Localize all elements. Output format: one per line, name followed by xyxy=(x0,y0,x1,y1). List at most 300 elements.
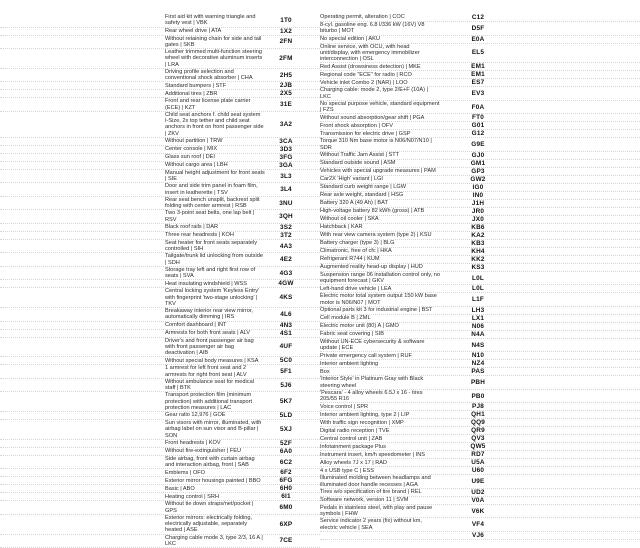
code-row xyxy=(320,152,640,160)
option-code: N10 xyxy=(458,352,498,359)
option-description: Charging cable mode 3, type 2/3, 16 A | LKC xyxy=(0,535,265,548)
option-code: GP3 xyxy=(458,168,498,175)
option-code: U5A xyxy=(458,459,498,466)
code-row xyxy=(0,456,320,470)
option-code: KK2 xyxy=(458,256,498,263)
option-code: RD7 xyxy=(458,451,498,458)
code-row xyxy=(320,256,640,264)
option-description: Without special body measures | KSA xyxy=(0,358,265,364)
code-row xyxy=(0,515,320,535)
code-row xyxy=(320,114,640,122)
option-code: FT0 xyxy=(458,114,498,121)
option-code: G12 xyxy=(458,130,498,137)
option-code: KB6 xyxy=(458,224,498,231)
code-row xyxy=(320,87,640,101)
option-code: 3D3 xyxy=(267,146,305,153)
option-code: QH1 xyxy=(458,411,498,418)
code-row xyxy=(320,352,640,360)
code-row xyxy=(320,331,640,339)
code-row xyxy=(320,323,640,331)
code-row xyxy=(320,224,640,232)
code-row xyxy=(320,184,640,192)
code-row xyxy=(320,192,640,200)
code-row xyxy=(320,459,640,467)
code-row xyxy=(0,146,320,154)
option-code: 5LD xyxy=(267,412,305,419)
option-code: KB3 xyxy=(458,240,498,247)
option-code: LX1 xyxy=(458,315,498,322)
code-row xyxy=(0,469,320,477)
option-description: 'Pescara' - 4 alloy wheels 6.5J x 16 - tires 205/55 R16 xyxy=(320,390,440,403)
code-row xyxy=(320,160,640,168)
option-description: Emblems | OFO xyxy=(0,470,265,476)
option-code: GJ0 xyxy=(458,152,498,159)
code-row xyxy=(320,427,640,435)
option-description: Gear ratio 12,976 | GOE xyxy=(0,412,265,418)
option-code: 2X5 xyxy=(267,90,305,97)
option-description: Tires w/o specification of tire brand | REL xyxy=(320,489,440,495)
option-description: Storage tray left and right first row of seats | SVA xyxy=(0,267,265,280)
code-row xyxy=(0,28,320,36)
code-row xyxy=(0,267,320,281)
option-description: Additional tires | ZBR xyxy=(0,91,265,97)
code-row xyxy=(0,485,320,493)
option-code: 3FG xyxy=(267,154,305,161)
option-code: QV3 xyxy=(458,435,498,442)
option-code: EM1 xyxy=(458,71,498,78)
option-description: Suspension range 06 installation control only, no equipment forecast | GKV xyxy=(320,272,440,285)
option-code: 3A2 xyxy=(267,121,305,128)
code-row xyxy=(0,162,320,170)
code-row xyxy=(0,420,320,440)
code-row xyxy=(320,208,640,216)
code-row xyxy=(320,101,640,115)
code-row xyxy=(0,440,320,448)
option-code: EV3 xyxy=(458,90,498,97)
option-description: Battery 320 A (49 Ah) | BAT xyxy=(320,200,440,206)
option-description: First aid kit with warning triangle and safety vest | VBK xyxy=(0,14,265,27)
option-description: Infotainment package Plus xyxy=(320,444,440,450)
code-row xyxy=(0,224,320,232)
code-row xyxy=(320,339,640,353)
option-description: Side airbag, front with curtain airbag and interaction airbag, front | SAB xyxy=(0,456,265,469)
option-description: Optional parts kit 3 for industrial engine | BST xyxy=(320,307,440,313)
option-code: 1T0 xyxy=(267,17,305,24)
code-row xyxy=(0,98,320,112)
code-row xyxy=(320,518,640,532)
option-code: 6M0 xyxy=(267,504,305,511)
option-description: Private emergency call system | RUF xyxy=(320,353,440,359)
code-row xyxy=(320,264,640,272)
code-row xyxy=(0,138,320,146)
code-row xyxy=(320,435,640,443)
option-description: Heat insulating windshield | WSS xyxy=(0,281,265,287)
code-row xyxy=(320,71,640,79)
option-description: 1 armrest for left front seat and 2 armrests for right front seat | ALV xyxy=(0,365,265,378)
code-row xyxy=(320,272,640,286)
option-description: Seat heater for front seats separately controlled | SIH xyxy=(0,240,265,253)
option-code: 4GW xyxy=(267,280,305,287)
code-row xyxy=(320,315,640,323)
code-row xyxy=(0,253,320,267)
option-description: Exterior mirror housings painted | BBO xyxy=(0,478,265,484)
option-code: PBH xyxy=(458,379,498,386)
option-code: 3L4 xyxy=(267,186,305,193)
code-row xyxy=(0,69,320,83)
option-description: Tailgate/trunk lid unlocking from outside | SDH xyxy=(0,253,265,266)
code-row xyxy=(320,122,640,130)
option-code: L1F xyxy=(458,296,498,303)
option-description: Rear axle weight, standard | HSG xyxy=(320,192,440,198)
option-code: 1X2 xyxy=(267,28,305,35)
code-row xyxy=(320,63,640,71)
option-description: Illuminated molding between headlamps and illuminated door handle recesses | AGA xyxy=(320,475,440,488)
option-description: Three rear headrests | KOH xyxy=(0,232,265,238)
code-row xyxy=(0,14,320,28)
option-description: Standard outside sound | ASM xyxy=(320,160,440,166)
code-row xyxy=(0,501,320,515)
option-description: Electric motor total system output 150 kW base motor is N06/N07 | MOT xyxy=(320,293,440,306)
option-code: V6K xyxy=(458,508,498,515)
option-description: 'Interior Style' in Platinum Gray with Black steering wheel xyxy=(320,376,440,389)
option-code: QQ9 xyxy=(458,419,498,426)
option-description: Two 3-point seat belts, one lap belt | RSV xyxy=(0,210,265,223)
code-row xyxy=(320,403,640,411)
code-row xyxy=(320,467,640,475)
option-code: F0A xyxy=(458,104,498,111)
option-description: Driver's and front passenger air bag with front passenger air bag deactivation | AIB xyxy=(0,338,265,357)
option-description: Augmented reality head-up display | HUD xyxy=(320,264,440,270)
code-row xyxy=(320,44,640,64)
option-code: 2H5 xyxy=(267,72,305,79)
option-code: 4N3 xyxy=(267,322,305,329)
code-row xyxy=(320,360,640,368)
option-description: Without fire-extinguisher | FEU xyxy=(0,448,265,454)
option-code: 2JB xyxy=(267,82,305,89)
option-code: QR9 xyxy=(458,427,498,434)
option-code: 6F2 xyxy=(267,469,305,476)
option-description: Comfort dashboard | INT xyxy=(0,322,265,328)
option-code: G01 xyxy=(458,122,498,129)
code-row xyxy=(0,232,320,240)
option-description: Without Traffic Jam Assist | STT xyxy=(320,152,440,158)
option-code: PJ8 xyxy=(458,403,498,410)
option-description: With rear view camera system (type 2) | KSU xyxy=(320,232,440,238)
code-row xyxy=(320,307,640,315)
option-code: PAS xyxy=(458,368,498,375)
option-description: Service indicator 2 years (fix) without km, electric vehicle | SEA xyxy=(320,518,440,531)
code-row xyxy=(320,36,640,44)
option-code: LH3 xyxy=(458,307,498,314)
code-row xyxy=(0,240,320,254)
option-code: QW5 xyxy=(458,443,498,450)
option-description: Digital radio reception | TVE xyxy=(320,428,440,434)
code-row xyxy=(0,112,320,138)
option-description: Fabric seat covering | SIB xyxy=(320,331,440,337)
option-description: Car2X 'High' variant | LGI xyxy=(320,176,440,182)
code-row xyxy=(320,532,640,540)
option-description: Box xyxy=(320,369,440,375)
code-row xyxy=(0,477,320,485)
option-description: Central locking system 'Keyless Entry' with fingerprint 'two-stage unlocking' | TKV xyxy=(0,288,265,307)
option-code: EM1 xyxy=(458,63,498,70)
option-code: 3NU xyxy=(267,200,305,207)
option-description: Pedals in stainless steel, with play and pause symbols | FHW xyxy=(320,505,440,518)
code-row xyxy=(0,280,320,288)
option-description: Rear seat bench unsplit, backrest split folding with center armrest | RSB xyxy=(0,197,265,210)
code-row xyxy=(0,493,320,501)
option-description: Left-hand drive vehicle | LEA xyxy=(320,286,440,292)
option-code: JR0 xyxy=(458,208,498,215)
code-row xyxy=(320,475,640,489)
option-code: 7CE xyxy=(267,537,305,544)
option-description: Online service, with OCU, with head unit/display, with emergency immobilizer interconnection | OSL xyxy=(320,44,440,63)
option-description: Basic | ABO xyxy=(0,486,265,492)
option-code: N06 xyxy=(458,323,498,330)
option-code: IG0 xyxy=(458,184,498,191)
code-row xyxy=(0,210,320,224)
code-row xyxy=(320,419,640,427)
option-description: Battery charger (type 3) | BLG xyxy=(320,240,440,246)
option-description: Instrument insert, km/h speedometer | INS xyxy=(320,452,440,458)
option-code: NZ4 xyxy=(458,360,498,367)
code-row xyxy=(0,322,320,330)
left-code-list xyxy=(0,14,320,548)
code-row xyxy=(0,82,320,90)
option-description: Software network, version 11 | SVM xyxy=(320,497,440,503)
option-description: 4 x USB type C | ESS xyxy=(320,468,440,474)
option-description: Black roof rails | DAR xyxy=(0,224,265,230)
option-description: Hatchback | KAR xyxy=(320,224,440,230)
option-description: Climatronic, free of cfc | HKA xyxy=(320,248,440,254)
code-row xyxy=(320,390,640,404)
option-description: Without partition | TRW xyxy=(0,138,265,144)
option-code: 6XP xyxy=(267,521,305,528)
option-code: 5XJ xyxy=(267,426,305,433)
option-description: Regional code "ECE" for radio | RCO xyxy=(320,72,440,78)
option-description: Without sound absorption/gear shift | PGA xyxy=(320,115,440,121)
option-code: L0L xyxy=(458,275,498,282)
option-code: JX0 xyxy=(458,216,498,223)
right-code-list xyxy=(320,14,640,540)
option-description: Armrests for both front seats | ALV xyxy=(0,330,265,336)
option-code: U60 xyxy=(458,467,498,474)
option-code: 4UF xyxy=(267,343,305,350)
option-description: Vehicles with special upgrade measures | PAM xyxy=(320,168,440,174)
code-row xyxy=(320,505,640,519)
option-description: No special purpose vehicle, standard equipment | FZS xyxy=(320,101,440,114)
option-description: Transport protection film (minimum protection) with additional transport protection measures | LAC xyxy=(0,392,265,411)
code-row xyxy=(320,411,640,419)
code-row xyxy=(0,197,320,211)
option-code: VF4 xyxy=(458,521,498,528)
code-row xyxy=(320,443,640,451)
option-code: U9E xyxy=(458,478,498,485)
code-row xyxy=(320,138,640,152)
option-description: Cell module B | ZML xyxy=(320,315,440,321)
option-description: Without retaining chain for side and tail gates | SKB xyxy=(0,36,265,49)
code-row xyxy=(320,130,640,138)
code-row xyxy=(0,330,320,338)
code-row xyxy=(0,183,320,197)
option-description: Without UN-ECE cybersecurity & software update | ECE xyxy=(320,339,440,352)
option-description: Rear wheel drive | ATA xyxy=(0,28,265,34)
option-code: C12 xyxy=(458,14,498,21)
code-row xyxy=(320,248,640,256)
code-row xyxy=(320,376,640,390)
option-code: 4L6 xyxy=(267,311,305,318)
option-description: Operating permit, alteration | COC xyxy=(320,14,440,20)
option-code: ES7 xyxy=(458,79,498,86)
code-row xyxy=(320,368,640,376)
option-code: KS3 xyxy=(458,264,498,271)
option-code: 4S1 xyxy=(267,330,305,337)
option-description: Torque 310 Nm base motor is N06/N07/N10 | SDR xyxy=(320,138,440,151)
option-description: Glass sun roof | DEI xyxy=(0,154,265,160)
option-description: Standard curb weight range | LGW xyxy=(320,184,440,190)
option-code: 3L3 xyxy=(267,173,305,180)
left-column xyxy=(0,14,320,480)
code-row xyxy=(0,154,320,162)
code-row xyxy=(320,168,640,176)
option-code: V0A xyxy=(458,497,498,504)
option-description: Front and rear license plate carrier (ECE) | KZT xyxy=(0,98,265,111)
option-code: N4S xyxy=(458,342,498,349)
code-row xyxy=(0,170,320,184)
option-code: IN0 xyxy=(458,192,498,199)
option-code: 6C2 xyxy=(267,459,305,466)
option-description: Sun visors with mirror, illuminated, with airbag label on sun visor and B-pillar | SON xyxy=(0,420,265,439)
option-description: Refrigerant R744 | KUM xyxy=(320,256,440,262)
option-description: Electric motor unit (80) A | GMO xyxy=(320,323,440,329)
option-description: Manual height adjustment for front seats | SIE xyxy=(0,170,265,183)
option-description: Door and side trim panel in foam film, insert in leatherette | TSV xyxy=(0,183,265,196)
code-row xyxy=(0,365,320,379)
option-description: Without cargo area | LBH xyxy=(0,162,265,168)
code-row xyxy=(0,412,320,420)
code-row xyxy=(0,357,320,365)
option-code: 4G3 xyxy=(267,270,305,277)
option-description: High-voltage battery 82 kWh (gross) | ATB xyxy=(320,208,440,214)
code-row xyxy=(320,22,640,36)
code-row xyxy=(320,176,640,184)
code-row xyxy=(320,14,640,22)
option-code: 3GA xyxy=(267,162,305,169)
option-code: 5ZF xyxy=(267,440,305,447)
option-code: E0A xyxy=(458,36,498,43)
option-description: Voice control | SPR xyxy=(320,404,440,410)
option-code: KA2 xyxy=(458,232,498,239)
option-code: L0L xyxy=(458,285,498,292)
option-description: Red Assist (drowsiness detection) | MKE xyxy=(320,64,440,70)
option-description: Heating control | SRH xyxy=(0,494,265,500)
option-code: 3CA xyxy=(267,138,305,145)
option-description: Exterior mirrors: electrically folding, electrically adjustable, separately heated | ASE xyxy=(0,515,265,534)
option-code: 6FG xyxy=(267,477,305,484)
code-row xyxy=(320,200,640,208)
code-row xyxy=(0,338,320,358)
option-code: 5J6 xyxy=(267,382,305,389)
code-row xyxy=(0,90,320,98)
option-code: 2FN xyxy=(267,38,305,45)
code-row xyxy=(320,216,640,224)
code-row xyxy=(0,535,320,548)
option-code: G9E xyxy=(458,141,498,148)
option-description: Without oil cooler | SKA xyxy=(320,216,440,222)
option-description: Center console | MIX xyxy=(0,146,265,152)
option-code: PB0 xyxy=(458,393,498,400)
code-row xyxy=(0,379,320,393)
option-description: Central control unit | ZAB xyxy=(320,436,440,442)
option-code: UD2 xyxy=(458,489,498,496)
option-description: Front headrests | KOV xyxy=(0,440,265,446)
code-row xyxy=(0,392,320,412)
option-code: D5F xyxy=(458,25,498,32)
option-description: Without tie down straps/net/pocket | GPS xyxy=(0,501,265,514)
option-code: 5C0 xyxy=(267,357,305,364)
option-code: GM1 xyxy=(458,160,498,167)
option-code: 2FM xyxy=(267,55,305,62)
code-row xyxy=(0,36,320,50)
option-code: 6I1 xyxy=(267,493,305,500)
option-description: Standard bumpers | STF xyxy=(0,83,265,89)
code-row xyxy=(320,451,640,459)
option-code: J1H xyxy=(458,200,498,207)
option-code: 5F1 xyxy=(267,368,305,375)
option-code: KH4 xyxy=(458,248,498,255)
option-code: 6A0 xyxy=(267,448,305,455)
option-code: N4A xyxy=(458,331,498,338)
code-row xyxy=(320,293,640,307)
option-description: Without ambulance seat for medical staff | BTK xyxy=(0,379,265,392)
option-code: 6H0 xyxy=(267,485,305,492)
option-description: Driving profile selection and conventional shock absorber | CHA xyxy=(0,69,265,82)
code-row xyxy=(320,285,640,293)
right-column xyxy=(320,14,640,480)
option-description: With traffic sign recognition | XMP xyxy=(320,420,440,426)
option-description: Interior ambient lighting, type 2 | LIP xyxy=(320,412,440,418)
code-row xyxy=(320,240,640,248)
option-code: 3QH xyxy=(267,213,305,220)
code-row xyxy=(0,49,320,69)
option-description: Leather trimmed multi-function steering wheel with decorative aluminum inserts | LRA xyxy=(0,49,265,68)
option-code: 4A3 xyxy=(267,243,305,250)
code-row xyxy=(320,232,640,240)
option-description: Child seat anchors f. child seat system I-Size, 2x top tether and child seat anchors in front on front passenger side | ZKV xyxy=(0,112,265,137)
option-description: Interior ambient lighting xyxy=(320,361,440,367)
code-row xyxy=(320,497,640,505)
code-row xyxy=(320,489,640,497)
option-code: 5K7 xyxy=(267,398,305,405)
code-row xyxy=(0,308,320,322)
option-description: Breakaway interior rear view mirror, automatically dimming | IRS xyxy=(0,308,265,321)
code-row xyxy=(0,448,320,456)
option-code: GW2 xyxy=(458,176,498,183)
option-code: 3T2 xyxy=(267,232,305,239)
code-row xyxy=(0,288,320,308)
option-description: No special edition | AKU xyxy=(320,36,440,42)
option-code: 3S2 xyxy=(267,224,305,231)
option-code: 31E xyxy=(267,101,305,108)
option-description: 8-cyl. gasoline eng. 6.8 l/336 kW (16V) V8 biturbo | MOT xyxy=(320,22,440,35)
option-description: Alloy wheels 7J x 17 | RAD xyxy=(320,460,440,466)
option-code: 4E2 xyxy=(267,256,305,263)
option-code: VJ6 xyxy=(458,532,498,539)
option-description: Vehicle inlet Combo 2 (NAR) | LOO xyxy=(320,80,440,86)
option-description: Front shock absorption | OFV xyxy=(320,123,440,129)
option-description: Charging cable: mode 2, type 2/E+F (10A) | LKC xyxy=(320,87,440,100)
option-code: 4KS xyxy=(267,294,305,301)
